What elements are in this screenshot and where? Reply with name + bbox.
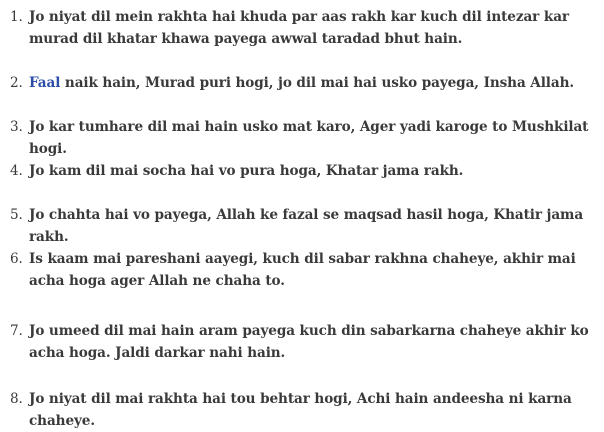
list-item xyxy=(10,6,598,50)
list-item xyxy=(10,160,598,182)
item-text: Jo niyat dil mai rakhta hai tou behtar hogi, Achi hain andeesha ni karna chaheye. xyxy=(29,391,572,429)
item-text: Jo kam dil mai socha hai vo pura hoga, Khatar jama rakh. xyxy=(29,163,464,179)
item-number: 3. xyxy=(10,119,23,135)
faal-link[interactable]: Faal xyxy=(29,75,61,91)
item-text: Jo chahta hai vo payega, Allah ke fazal se maqsad hasil hoga, Khatir jama rakh. xyxy=(29,207,584,245)
list-item xyxy=(10,388,598,432)
item-number: 2. xyxy=(10,75,23,91)
list-item xyxy=(10,116,598,160)
item-text: naik hain, Murad puri hogi, jo dil mai hai usko payega, Insha Allah. xyxy=(60,75,574,91)
item-text: Is kaam mai pareshani aayegi, kuch dil sabar rakhna chaheye, akhir mai acha hoga ager Allah ne chaha to. xyxy=(29,251,576,289)
list-item xyxy=(10,72,598,94)
item-text: Jo kar tumhare dil mai hain usko mat karo, Ager yadi karoge to Mushkilat hogi. xyxy=(29,119,589,157)
item-number: 4. xyxy=(10,163,23,179)
item-number: 1. xyxy=(10,9,23,25)
item-number: 6. xyxy=(10,251,23,267)
item-text: Jo niyat dil mein rakhta hai khuda par aas rakh kar kuch dil intezar kar murad dil khatar khawa payega awwal taradad bhut hain. xyxy=(29,9,569,47)
list-item xyxy=(10,320,598,364)
item-text-container xyxy=(29,72,598,94)
item-text: Jo umeed dil mai hain aram payega kuch din sabarkarna chaheye akhir ko acha hoga. Jaldi darkar nahi hain. xyxy=(29,323,589,361)
list-item xyxy=(10,248,598,292)
item-number: 8. xyxy=(10,391,23,407)
list-item xyxy=(10,204,598,248)
item-number: 7. xyxy=(10,323,23,339)
item-number: 5. xyxy=(10,207,23,223)
